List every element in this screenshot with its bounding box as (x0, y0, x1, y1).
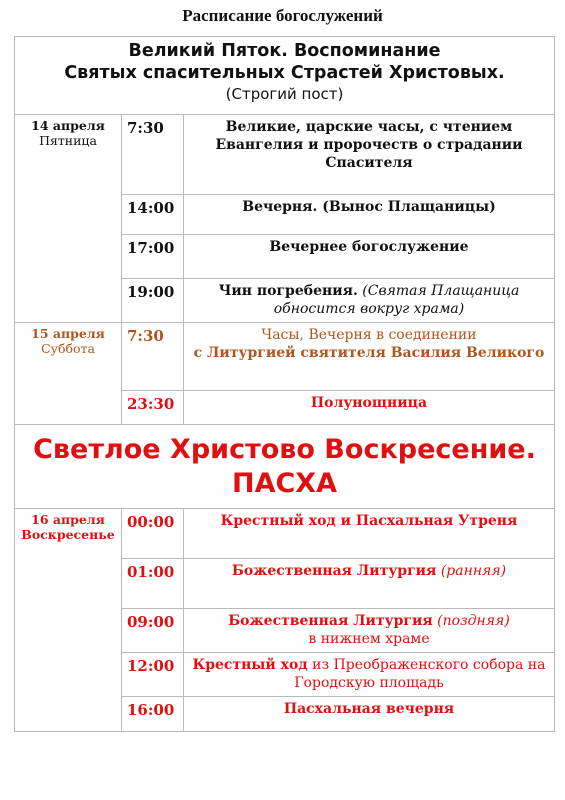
easter-cell (15, 425, 555, 509)
date-label: 16 апреля (31, 512, 105, 527)
event-text: Божественная Литургия (231, 563, 437, 579)
event-text: Чин погребения. (218, 283, 358, 299)
event-text: Божественная Литургия (228, 613, 433, 629)
easter-title: Светлое Христово Воскресение. (33, 434, 536, 465)
time-cell: 19:00 (122, 279, 184, 323)
event-cell (184, 559, 555, 609)
date-label: 15 апреля (31, 326, 105, 341)
page-title: Расписание богослужений (182, 6, 383, 25)
event-text-bold: с Литургией святителя Василия Великого (193, 345, 545, 361)
event-cell (184, 279, 555, 323)
date-cell (15, 115, 122, 323)
schedule-row (15, 509, 555, 559)
event-cell (184, 697, 555, 732)
header-cell (15, 37, 555, 115)
time-cell: 12:00 (122, 653, 184, 697)
time-cell: 7:30 (122, 115, 184, 195)
event-text: Великие, царские часы, с чтением Евангелия и пророчеств о страдании Спасителя (215, 119, 523, 171)
time-cell: 7:30 (122, 323, 184, 391)
event-cell (184, 235, 555, 279)
header-title-line2: Святых спасительных Страстей Христовых. (64, 63, 505, 83)
weekday-label: Суббота (41, 341, 95, 356)
weekday-label: Пятница (39, 133, 97, 148)
event-text: Крестный ход и Пасхальная Утреня (220, 513, 518, 529)
schedule-row (15, 115, 555, 195)
weekday-label: Воскресенье (21, 527, 115, 542)
event-text: Вечернее богослужение (269, 239, 469, 255)
event-text: Крестный ход (192, 657, 308, 673)
event-text: Часы, Вечерня в соединении (261, 327, 477, 343)
event-text: Вечерня. (Вынос Плащаницы) (242, 199, 496, 215)
event-cell (184, 653, 555, 697)
event-note: (ранняя) (440, 563, 507, 579)
easter-subtitle: ПАСХА (231, 468, 338, 499)
date-cell (15, 509, 122, 732)
event-cell (184, 391, 555, 425)
event-text: Пасхальная вечерня (283, 701, 455, 717)
time-cell: 01:00 (122, 559, 184, 609)
time-cell: 16:00 (122, 697, 184, 732)
date-cell (15, 323, 122, 425)
schedule-row (15, 323, 555, 391)
time-cell: 23:30 (122, 391, 184, 425)
time-cell: 00:00 (122, 509, 184, 559)
header-note: (Строгий пост) (225, 85, 344, 103)
date-label: 14 апреля (31, 118, 105, 133)
event-note: (Святая Плащаница обносится вокруг храма) (273, 283, 520, 317)
event-cell (184, 195, 555, 235)
event-extra: в нижнем храме (308, 631, 430, 647)
event-rest: из Преображенского собора на Городскую площадь (294, 657, 546, 691)
header-title-line1: Великий Пяток. Воспоминание (128, 41, 441, 61)
time-cell: 14:00 (122, 195, 184, 235)
header-row (15, 37, 555, 115)
event-cell (184, 509, 555, 559)
time-cell: 09:00 (122, 609, 184, 653)
event-cell (184, 609, 555, 653)
schedule-table (14, 36, 555, 732)
event-cell (184, 323, 555, 391)
event-note: (поздняя) (437, 613, 510, 629)
event-text: Полунощница (310, 395, 428, 411)
event-cell (184, 115, 555, 195)
time-cell: 17:00 (122, 235, 184, 279)
easter-row (15, 425, 555, 509)
